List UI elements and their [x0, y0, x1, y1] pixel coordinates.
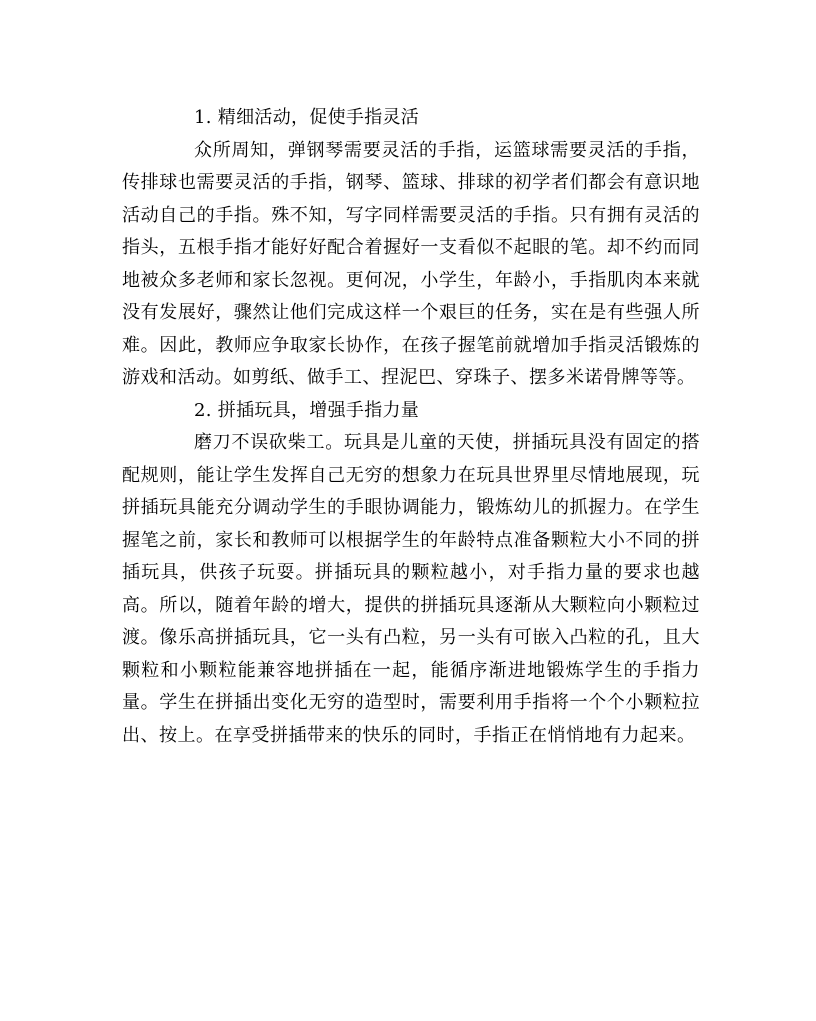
- section-heading-2: 2. 拼插玩具，增强手指力量: [194, 399, 420, 421]
- section-paragraph-1: 众所周知，弹钢琴需要灵活的手指，运篮球需要灵活的手指，传排球也需要灵活的手指，钢琴、篮球、排球的初学者们都会有意识地活动自己的手指。殊不知，写字同样需要灵活的手指。只有拥有灵活的指头，五根手指才能好好配合着握好一支看似不起眼的笔。却不约而同地被众多老师和家长忽视。更何况，小学生，年龄小，手指肌肉本来就没有发展好，骤然让他们完成这样一个艰巨的任务，实在是有些强人所难。因此，教师应争取家长协作，在孩子握笔前就增加手指灵活锻炼的游戏和活动。如剪纸、做手工、捏泥巴、穿珠子、摆多米诺骨牌等等。: [122, 139, 700, 388]
- section-paragraph-2: 磨刀不误砍柴工。玩具是儿童的天使，拼插玩具没有固定的搭配规则，能让学生发挥自己无穷的想象力在玩具世界里尽情地展现，玩拼插玩具能充分调动学生的手眼协调能力，锻炼幼儿的抓握力。在学生握笔之前，家长和教师可以根据学生的年龄特点准备颗粒大小不同的拼插玩具，供孩子玩耍。拼插玩具的颗粒越小，对手指力量的要求也越高。所以，随着年龄的增大，提供的拼插玩具逐渐从大颗粒向小颗粒过渡。像乐高拼插玩具，它一头有凸粒，另一头有可嵌入凸粒的孔，且大颗粒和小颗粒能兼容地拼插在一起，能循序渐进地锻炼学生的手指力量。学生在拼插出变化无穷的造型时，需要利用手指将一个个小颗粒拉出、按上。在享受拼插带来的快乐的同时，手指正在悄悄地有力起来。: [122, 432, 700, 746]
- document-body: [122, 102, 700, 752]
- section-heading-1: 1. 精细活动，促使手指灵活: [194, 107, 420, 128]
